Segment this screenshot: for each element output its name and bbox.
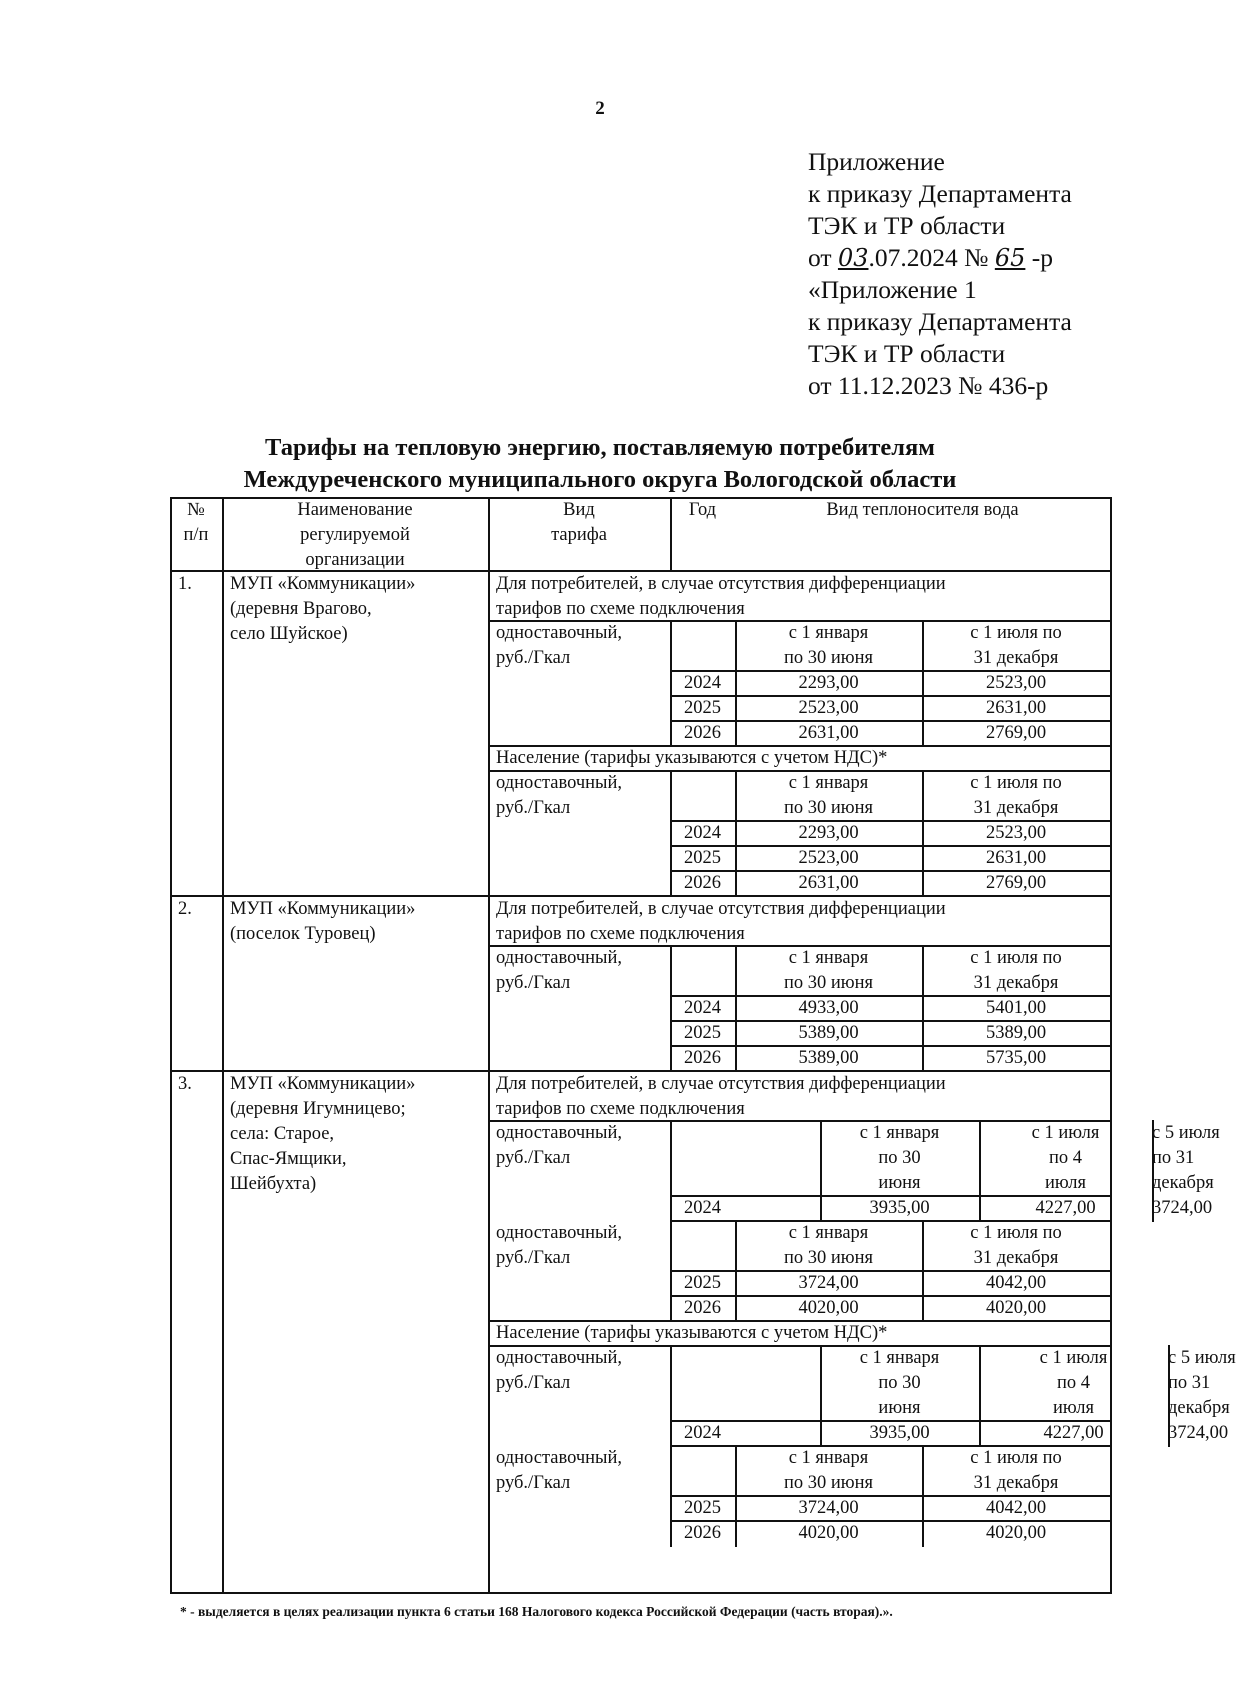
row-number: 3.: [178, 1074, 192, 1094]
tariff-type: руб./Гкал: [496, 1248, 571, 1268]
tariff-value: 4227,00: [1035, 1198, 1096, 1218]
period-header: с 1 января: [788, 1223, 869, 1243]
period-header: с 1 января: [788, 623, 869, 643]
tariff-value: 4042,00: [985, 1498, 1047, 1518]
tariff-value: 3724,00: [798, 1273, 859, 1293]
year-cell: 2025: [684, 698, 721, 718]
tariff-value: 2631,00: [798, 873, 859, 893]
period-header: с 1 января: [859, 1123, 940, 1143]
tariff-value: 3724,00: [1152, 1198, 1213, 1218]
period-header: с 1 июля по: [970, 623, 1062, 643]
tariff-value: 2631,00: [985, 698, 1047, 718]
tariff-value: 3935,00: [869, 1198, 930, 1218]
period-header: по 30 июня: [783, 648, 874, 668]
period-header: июля: [1052, 1398, 1094, 1418]
org-name: села: Старое,: [230, 1124, 335, 1144]
year-cell: 2025: [684, 1273, 721, 1293]
section-label: тарифов по схеме подключения: [496, 1099, 745, 1119]
order-reference: от 03.07.2024 № 65 -р: [808, 243, 1053, 272]
table-vrule: [222, 497, 224, 1594]
period-header: с 1 июля: [1039, 1348, 1108, 1368]
tariff-value: 4020,00: [985, 1523, 1047, 1543]
document-title: Тарифы на тепловую энергию, поставляемую потребителям Междуреченского муниципального округа Вологодской области: [243, 434, 957, 493]
appendix-line: к приказу Департамента: [808, 179, 1072, 208]
tariff-value: 5401,00: [985, 998, 1047, 1018]
header-org: организации: [305, 550, 405, 570]
tariff-type: руб./Гкал: [496, 1373, 571, 1393]
period-header: 31 декабря: [973, 648, 1059, 668]
period-header: по 4: [1056, 1373, 1091, 1393]
year-cell: 2026: [684, 1048, 721, 1068]
tariff-value: 4020,00: [798, 1298, 859, 1318]
year-cell: 2026: [684, 1523, 721, 1543]
period-header: по 30 июня: [783, 1248, 874, 1268]
period-header: 31 декабря: [973, 1248, 1059, 1268]
header-num: п/п: [183, 525, 209, 545]
tariff-value: 3935,00: [869, 1423, 930, 1443]
period-header: по 30 июня: [783, 798, 874, 818]
period-header: по 31: [1152, 1148, 1195, 1168]
period-header: по 30: [878, 1373, 921, 1393]
tariff-type: одноставочный,: [496, 773, 623, 793]
year-cell: 2025: [684, 1023, 721, 1043]
tariff-type: руб./Гкал: [496, 648, 571, 668]
year-cell: 2026: [684, 873, 721, 893]
period-header: по 31: [1168, 1373, 1211, 1393]
period-header: с 1 января: [788, 773, 869, 793]
tariff-type: руб./Гкал: [496, 1148, 571, 1168]
table-vrule: [170, 497, 172, 1594]
table-hrule: [170, 1592, 1112, 1594]
tariff-value: 3724,00: [1168, 1423, 1229, 1443]
tariff-type: одноставочный,: [496, 623, 623, 643]
header-year: Год: [688, 500, 717, 520]
period-header: 31 декабря: [973, 1473, 1059, 1493]
period-header: с 1 января: [788, 948, 869, 968]
tariff-value: 2293,00: [798, 823, 859, 843]
period-header: с 5 июля: [1168, 1348, 1236, 1368]
year-cell: 2025: [684, 848, 721, 868]
org-name: МУП «Коммуникации»: [230, 574, 416, 594]
header-org: регулируемой: [300, 525, 410, 545]
tariff-value: 4020,00: [985, 1298, 1047, 1318]
org-name: (деревня Врагово,: [230, 599, 372, 619]
tariff-value: 5389,00: [798, 1023, 859, 1043]
year-cell: 2024: [684, 823, 721, 843]
period-header: с 1 июля по: [970, 773, 1062, 793]
year-cell: 2024: [684, 673, 721, 693]
tariff-value: 2523,00: [798, 698, 859, 718]
tariff-value: 2293,00: [798, 673, 859, 693]
row-number: 1.: [178, 574, 192, 594]
tariff-value: 2631,00: [985, 848, 1047, 868]
section-label: Население (тарифы указываются с учетом НДС)*: [496, 1323, 888, 1343]
header-type: Вид: [563, 500, 595, 520]
period-header: по 30 июня: [783, 973, 874, 993]
tariff-value: 2631,00: [798, 723, 859, 743]
header-org: Наименование: [297, 500, 413, 520]
org-name: (деревня Игумницево;: [230, 1099, 406, 1119]
org-name: (поселок Туровец): [230, 924, 376, 944]
tariff-value: 5389,00: [798, 1048, 859, 1068]
tariff-value: 5389,00: [985, 1023, 1047, 1043]
tariff-value: 2523,00: [985, 673, 1047, 693]
appendix-line: Приложение: [808, 147, 945, 176]
period-header: 31 декабря: [973, 798, 1059, 818]
period-header: с 1 июля по: [970, 1448, 1062, 1468]
org-name: село Шуйское): [230, 624, 348, 644]
tariff-type: одноставочный,: [496, 948, 623, 968]
period-header: с 1 июля по: [970, 948, 1062, 968]
appendix-line: ТЭК и ТР области: [808, 211, 1006, 240]
section-label: тарифов по схеме подключения: [496, 924, 745, 944]
tariff-type: руб./Гкал: [496, 798, 571, 818]
handwritten-number: 65: [994, 244, 1026, 272]
header-type: тарифа: [551, 525, 607, 545]
period-header: с 1 июля: [1031, 1123, 1100, 1143]
tariff-value: 5735,00: [985, 1048, 1047, 1068]
period-header: с 1 июля по: [970, 1223, 1062, 1243]
org-name: МУП «Коммуникации»: [230, 899, 416, 919]
org-name: Шейбухта): [230, 1174, 317, 1194]
year-cell: 2025: [684, 1498, 721, 1518]
period-header: июня: [878, 1173, 921, 1193]
org-name: Спас-Ямщики,: [230, 1149, 347, 1169]
tariff-type: руб./Гкал: [496, 1473, 571, 1493]
tariff-type: одноставочный,: [496, 1123, 623, 1143]
tariff-type: руб./Гкал: [496, 973, 571, 993]
tariff-value: 2523,00: [985, 823, 1047, 843]
tariff-value: 4042,00: [985, 1273, 1047, 1293]
period-header: с 1 января: [859, 1348, 940, 1368]
year-cell: 2024: [684, 1198, 721, 1218]
appendix-line: ТЭК и ТР области: [808, 339, 1006, 368]
tariff-table: [170, 497, 1236, 1592]
period-header: декабря: [1168, 1398, 1230, 1418]
section-label: тарифов по схеме подключения: [496, 599, 745, 619]
section-label: Для потребителей, в случае отсутствия дифференциации: [496, 1074, 946, 1094]
handwritten-day: 03: [837, 244, 869, 272]
page-number: 2: [595, 98, 605, 119]
tariff-value: 2769,00: [985, 873, 1047, 893]
tariff-type: одноставочный,: [496, 1223, 623, 1243]
period-header: с 5 июля: [1152, 1123, 1220, 1143]
tariff-type: одноставочный,: [496, 1448, 623, 1468]
period-header: июня: [878, 1398, 921, 1418]
period-header: по 4: [1048, 1148, 1083, 1168]
section-label: Для потребителей, в случае отсутствия дифференциации: [496, 574, 946, 594]
period-header: декабря: [1152, 1173, 1214, 1193]
section-label: Для потребителей, в случае отсутствия дифференциации: [496, 899, 946, 919]
tariff-value: 3724,00: [798, 1498, 859, 1518]
tariff-value: 4227,00: [1043, 1423, 1104, 1443]
org-name: МУП «Коммуникации»: [230, 1074, 416, 1094]
header-num: №: [187, 500, 205, 520]
appendix-line: «Приложение 1: [808, 275, 977, 304]
appendix-line: к приказу Департамента: [808, 307, 1072, 336]
year-cell: 2026: [684, 1298, 721, 1318]
period-header: по 30 июня: [783, 1473, 874, 1493]
footnote: * - выделяется в целях реализации пункта 6 статьи 168 Налогового кодекса Российской Федерации (часть вторая).».: [180, 1604, 893, 1619]
year-cell: 2026: [684, 723, 721, 743]
year-cell: 2024: [684, 998, 721, 1018]
period-header: июля: [1044, 1173, 1086, 1193]
row-number: 2.: [178, 899, 192, 919]
year-cell: 2024: [684, 1423, 721, 1443]
header-carrier: Вид теплоносителя вода: [826, 500, 1019, 520]
appendix-block: [808, 146, 1072, 402]
tariff-value: 2523,00: [798, 848, 859, 868]
appendix-line: от 11.12.2023 № 436-р: [808, 371, 1049, 400]
period-header: 31 декабря: [973, 973, 1059, 993]
tariff-value: 2769,00: [985, 723, 1047, 743]
section-label: Население (тарифы указываются с учетом НДС)*: [496, 748, 888, 768]
tariff-value: 4933,00: [798, 998, 859, 1018]
table-vrule: [488, 497, 490, 1594]
period-header: по 30: [878, 1148, 921, 1168]
tariff-value: 4020,00: [798, 1523, 859, 1543]
period-header: с 1 января: [788, 1448, 869, 1468]
tariff-type: одноставочный,: [496, 1348, 623, 1368]
